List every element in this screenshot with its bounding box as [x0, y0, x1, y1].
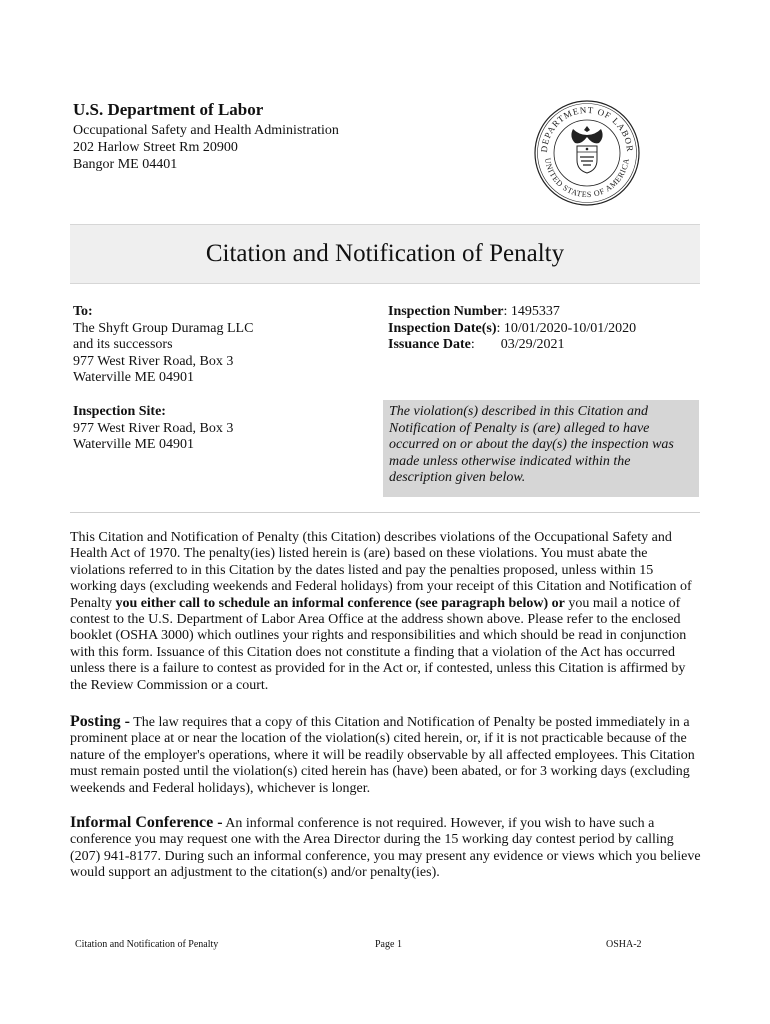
posting-text: The law requires that a copy of this Citation and Notification of Penalty be posted immediately in a prominent place at or near the location of the violation(s) cited herein, or, if it is not practicable because of the nature of the employer's operations, where it will be readily observable by all affected employees. This Citation must remain posted until the violation(s) cited herein has (have) been abated, or for 3 working days (excluding weekends and Federal holidays), whichever is longer. [70, 715, 695, 796]
recipient-label: To: [73, 304, 93, 319]
issuance-date-label: Issuance Date [388, 337, 471, 352]
recipient-line: Waterville ME 04901 [73, 370, 194, 385]
posting-heading: Posting - [70, 713, 130, 730]
inspection-site-block [73, 404, 233, 454]
inspection-dates-label: Inspection Date(s) [388, 320, 497, 336]
inspection-number: : 1495337 [503, 304, 560, 319]
title-banner [70, 224, 700, 284]
footer-doc-title: Citation and Notification of Penalty [75, 939, 219, 950]
svg-text:UNITED STATES OF AMERICA: UNITED STATES OF AMERICA [543, 157, 631, 200]
page-title: Citation and Notification of Penalty [205, 240, 565, 267]
inspection-dates-row [388, 321, 636, 338]
divider [70, 512, 700, 513]
inspection-details [388, 304, 636, 354]
issuance-date: 03/29/2021 [500, 337, 565, 352]
citation-paragraph [70, 530, 702, 694]
recipient-block [73, 304, 253, 387]
svg-text:DEPARTMENT OF LABOR: DEPARTMENT OF LABOR [538, 104, 636, 153]
citation-text: This Citation and Notification of Penalty (this Citation) describes violations of the Occupational Safety and Health Act of 1970. The penalty(ies) listed herein is (are) based on these violations. You must abate the violations referred to in this Citation by the dates listed and pay the penalties proposed, unless within 15 working days (excluding weekends and Federal holidays) from your receipt of this Citation and Notification of Penalty [70, 530, 692, 611]
posting-paragraph [70, 714, 702, 797]
issuance-colon: : [470, 337, 475, 352]
conference-heading: Informal Conference - [70, 814, 223, 831]
recipient-line: and its successors [73, 337, 173, 352]
agency-name: Occupational Safety and Health Administration [73, 123, 339, 138]
footer-form-id: OSHA-2 [606, 939, 642, 950]
recipient-line: The Shyft Group Duramag LLC [73, 320, 254, 336]
inspection-site-line: 977 West River Road, Box 3 [73, 420, 234, 436]
inspection-number-label: Inspection Number [388, 304, 504, 319]
dol-seal-icon [533, 99, 641, 207]
agency-header [73, 100, 339, 173]
agency-street: 202 Harlow Street Rm 20900 [73, 140, 238, 155]
inspection-site-label: Inspection Site: [73, 404, 166, 419]
citation-text-end: you mail a notice of contest to the U.S. Department of Labor Area Office at the address shown above. Please refer to the enclosed booklet (OSHA 3000) which outlines your rights and responsibilities and which should be read in conjunction with this form. Issuance of this Citation does not constitute a finding that a violation of the Act has occurred unless there is a failure to contest as provided for in the Act or, if contested, unless this Citation is affirmed by the Review Commission or a court. [70, 595, 687, 693]
footer-page-number: Page 1 [375, 939, 402, 950]
recipient-line: 977 West River Road, Box 3 [73, 353, 234, 369]
agency-city: Bangor ME 04401 [73, 157, 178, 172]
inspection-dates: : 10/01/2020-10/01/2020 [496, 320, 637, 336]
citation-bold-text: you either call to schedule an informal conference (see paragraph below) or [115, 595, 565, 611]
issuance-date-row [388, 337, 636, 354]
inspection-number-row [388, 304, 636, 321]
violation-note: The violation(s) described in this Citation and Notification of Penalty is (are) alleged to have occurred on or about the day(s) the inspection was made unless otherwise indicated within the description given below. [383, 400, 699, 497]
inspection-site-line: Waterville ME 04901 [73, 437, 194, 452]
department-name: U.S. Department of Labor [73, 100, 264, 119]
conference-paragraph [70, 815, 702, 882]
conference-text: An informal conference is not required. However, if you wish to have such a conference you may request one with the Area Director during the 15 working day contest period by calling (207) 941-8177. During such an informal conference, you may present any evidence or views which you believe would support an adjustment to the citation(s) and/or penalty(ies). [70, 816, 701, 881]
